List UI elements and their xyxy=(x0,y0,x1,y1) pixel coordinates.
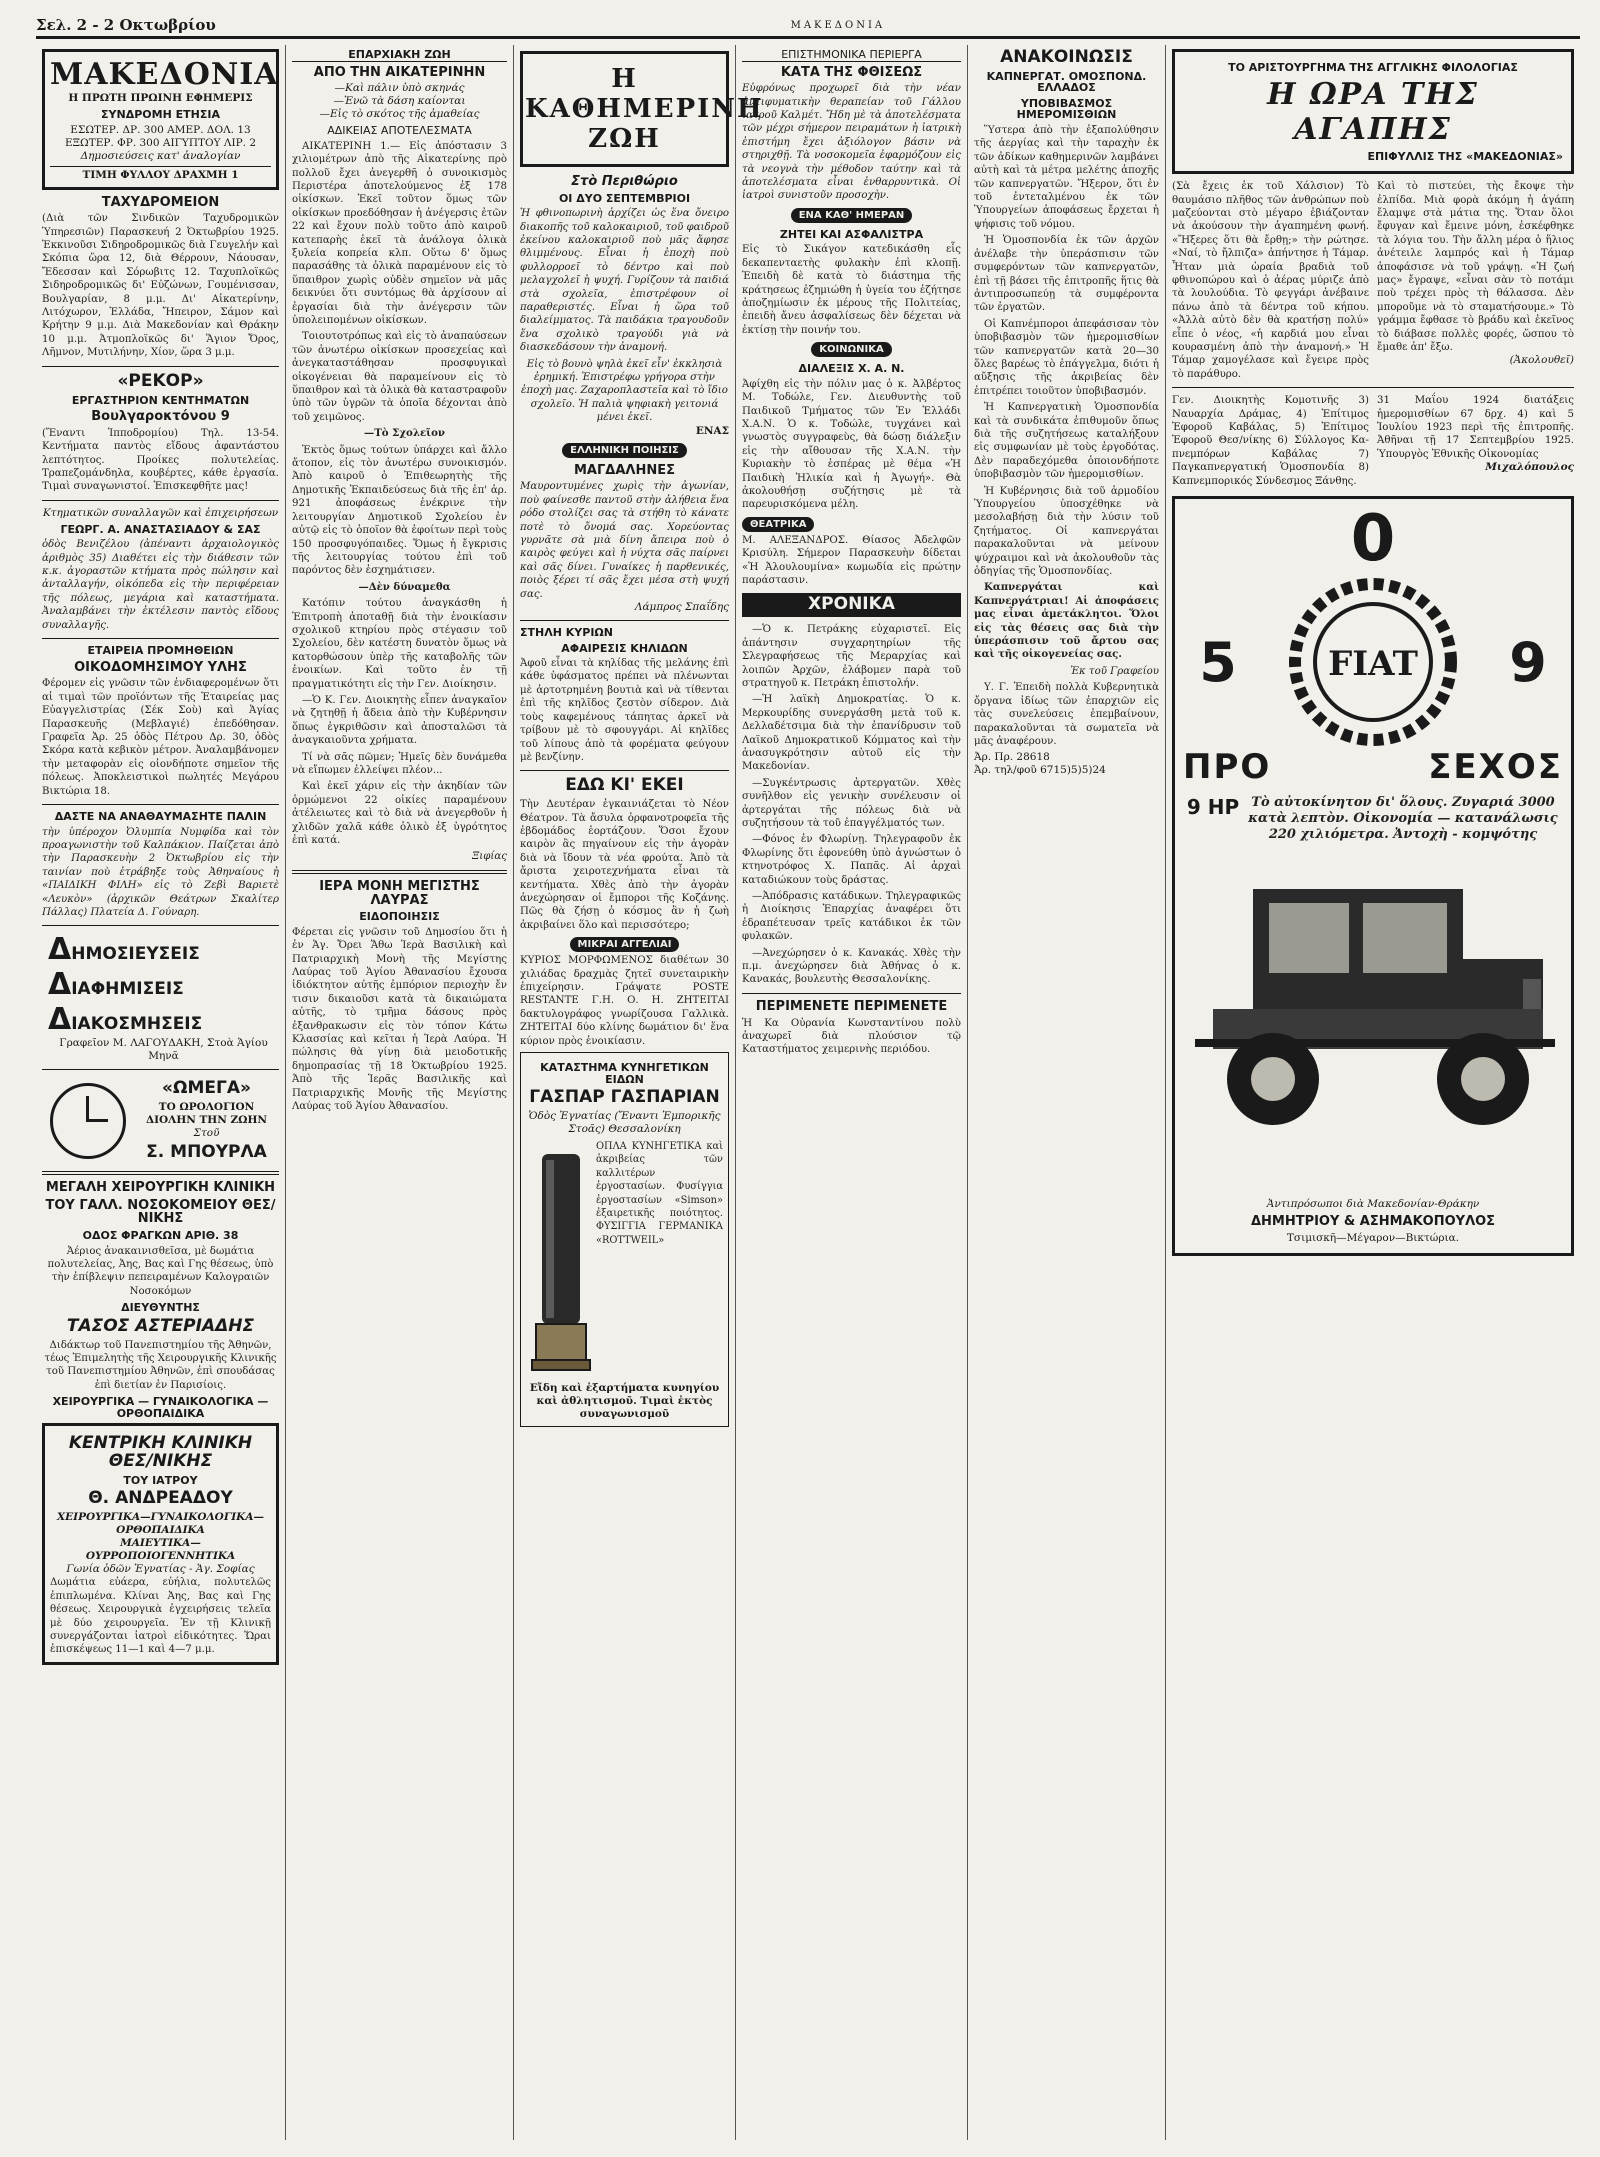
lavra-text: Φέρεται εἰς γνῶσιν τοῦ Δημοσίου ὅτι ἡ ἐν Ἁγ. Ὄρει Ἄθω Ἱερὰ Βασιλικὴ καὶ Πατριαρχικὴ Μονὴ τῆς Μεγίστης Λαύρας τοῦ Ἁγίου Ἀθανασίου ἔχουσα ἰδιόκτητον αὐτῆς ἐμπόριον περιοχὴν ἔν τισιν δικαιοῦσι κατὰ τὰ δικαιώματα αὐτῆς, τὸ τμῆμα δάσους πρὸς ἐξανθρακωσιν εἰς τὸν τόπον Κάτω Κλασσίας καὶ κεῖται ἡ Ἱερὰ Λαύρα. Ἡ πώλησις θὰ γίνῃ διὰ μειοδοτικῆς δημοπρασίας τῇ 18 Ὀκτωβρίου 1925. Ἀπὸ τῆς Ἱερᾶς Βασιλικῆς καὶ Πατριαρχικῆς Μονῆς τῆς Μεγίστης Λαύρας τοῦ Ἁγίου Ἀθανασίου. xyxy=(292,926,507,1112)
anast-text: ὁδὸς Βενιζέλου (ἀπέναντι ἀρχαιολογικὸς ἀριθμὸς 35) Διαθέτει εἰς τὴν διάθεσιν τῶν κ.κ. ἀγοραστῶν κτήματα πρὸς πώλησιν καὶ ἀνταλλαγήν, οἰκόπεδα εἰς τὴν περιφέρειαν τῆς πόλεως, μεγάρια καὶ καταστήματα. Ἀναλαμβάνει τὴν ἐκτέλεσιν παντὸς εἴδους συναλλαγῆς. xyxy=(42,539,279,631)
xronika-list xyxy=(742,623,961,987)
gaspar-name: ΓΑΣΠΑΡ ΓΑΣΠΑΡΙΑΝ xyxy=(529,1087,720,1108)
makedonia-title: ΜΑΚΕΔΟΝΙΑ xyxy=(50,57,279,92)
clinic-director-label: ΔΙΕΥΘΥΝΤΗΣ xyxy=(121,1301,200,1315)
poem-label: ΕΛΛΗΝΙΚΗ ΠΟΙΗΣΙΣ xyxy=(562,443,687,458)
paragraph: Τί νὰ σᾶς πῶμεν; Ἡμεῖς δὲν δυνάμεθα νὰ εἴπωμεν ἐλλείψει πλέον... xyxy=(292,751,507,777)
rekor-title: «ΡΕΚΟΡ» xyxy=(117,370,204,391)
clinic-ad xyxy=(42,1181,279,1419)
car-illustration-icon xyxy=(1183,849,1563,1149)
rekor-subtitle: ΕΡΓΑΣΤΗΡΙΟΝ ΚΕΝΤΗΜΑΤΩΝ xyxy=(71,393,250,407)
omega-ad xyxy=(42,1076,279,1165)
paragraph: Ἐκ τοῦ Γραφείου xyxy=(1070,665,1159,677)
gaspar-address: Ὁδὸς Ἐγνατίας (Ἔναντι Ἐμπορικῆς Στοᾶς) Θεσσαλονίκη xyxy=(528,1110,721,1136)
kentriki-ad xyxy=(42,1423,279,1665)
notice-right: 31 Μαΐου 1924 διατάξεις ἡμερομισθίων 67 δρχ. 4) καὶ 5 Ἰουλίου 1923 περὶ τῆς ἐπιτροπῆς. Ἀθῆναι τῇ 17 Σεπτεμβρίου 1925. Ὑπουργὸς Ἐθνικῆς Οἰκονομίας xyxy=(1377,395,1574,460)
clinic-director: ΤΑΣΟΣ ΑΣΤΕΡΙΑΔΗΣ xyxy=(66,1315,255,1336)
subheading: —Τὸ Σχολεῖον xyxy=(364,427,445,440)
paragraph: Οἱ Καπνέμποροι ἀπεφάσισαν τὸν ὑποβιβασμὸν τῶν ἡμερομισθίων τῶν καπνεργατῶν κατὰ 20—30 ὅλες βαρέως τὸ ἐπάγγελμα, διότι ἡ αὔξησις τῆς ἀκριβείας δὲν ἐπιτρέπει τοιοῦτον ὑποβιβασμόν. xyxy=(974,318,1159,397)
paragraph: Υ. Γ. Ἐπειδὴ πολλὰ Κυβερνητικὰ ὄργανα ἰδίως τῶν ἐπαρχιῶν εἰς τὰς συνελεύσεις ἐπεμβαίνουν, παρακαλοῦνται τὰ σωματεῖα νὰ μᾶς ἀναφέρουν. xyxy=(974,682,1159,747)
koin-title: ΔΙΑΛΕΞΙΣ Χ. Α. Ν. xyxy=(798,362,905,376)
kentriki-text: Δωμάτια εὐάερα, εὐήλια, πολυτελῶς ἐπιπλωμένα. Κλίναι Ἀης, Βας καὶ Γης θέσεως. Χειρουργικὰ ἐγχειρήσεις τελεῖα μὲ δύο χειρουργεῖα. Ἐν τῇ Κλινικῇ συνεργάζονται ἰατροὶ εἰδικότητες. Ὥραι ἐπισκέψεως 11—1 καὶ 4—7 μ.μ. xyxy=(50,1577,271,1656)
anak-ref: Ἀρ. Πρ. 28618 xyxy=(974,751,1050,764)
theatre-title: ΔΑΣΤΕ ΝΑ ΑΝΑΘΑΥΜΑΣΗΤΕ ΠΑΛΙΝ xyxy=(54,809,267,823)
column-3 xyxy=(514,45,764,2140)
clinic-text: Ἀέριος ἀνακαινισθεῖσα, μὲ δωμάτια πολυτελείας, Ἀης, Βας καὶ Γης θέσεως, ὑπὸ τὴν ἐπίβλεψιν πεπειραμένων Καλογραιῶν Νοσοκόμων xyxy=(47,1245,274,1297)
article-sub: —Εἰς τὸ σκότος τῆς ἀμαθείας xyxy=(319,108,480,121)
post-title: ΤΑΧΥΔΡΟΜΕΙΟΝ xyxy=(101,194,220,210)
askalia-label: ΕΝΑ ΚΑΘ' ΗΜΕΡΑΝ xyxy=(791,208,913,223)
fiat-zero: 0 xyxy=(1350,502,1396,577)
eteria-subtitle: ΟΙΚΟΔΟΜΗΣΙΜΟΥ ΥΛΗΣ xyxy=(74,659,247,675)
gaspar-title: ΚΑΤΑΣΤΗΜΑ ΚΥΝΗΓΕΤΙΚΩΝ ΕΙΔΩΝ xyxy=(540,1061,709,1086)
serial-right: Καὶ τὸ πιστεύει, τὴς ἔκοψε τὴν ἐλπίδα. Μιὰ φορὰ ἀκόμη ἡ ἀγάπη ἔλαμψε στὰ μάτια της. Ὅταν ὅλοι ἔφυγαν καὶ ἔμεινε μόνη, ἐσκέφθηκε τὰ λόγια του. Τὴν ἄλλη μέρα ὁ ἥλιος ἀνέτειλε λαμπρός καὶ ἡ Τάμαρ ἀποφάσισε νὰ τοῦ γράψῃ. «Ἡ ζωή μας» ἔγραψε, «εἶναι σὰν τὸ ποτάμι ποὺ τρέχει πρὸς τὴ θάλασσα. Δὲν μποροῦμε νὰ τὸ σταματήσουμε.» Τὸ γράμμα ἔφθασε τὸ βράδυ καὶ ἐκεῖνος τὸ διάβασε πολλὲς φορές, ὥσπου τὸ ἔμαθε ἀπ' ἔξω. xyxy=(1377,181,1574,353)
column-4 xyxy=(736,45,968,2140)
kentriki-subtitle: ΤΟΥ ΙΑΤΡΟΥ xyxy=(123,1473,198,1487)
subheading: —Δὲν δύναμεθα xyxy=(358,580,451,593)
gaspar-ad xyxy=(520,1052,729,1427)
eteria-title: ΕΤΑΙΡΕΙΑ ΠΡΟΜΗΘΕΙΩΝ xyxy=(87,644,234,658)
column-1 xyxy=(36,45,286,2140)
paragraph: Ἡ Ὁμοσπονδία ἐκ τῶν ἀρχῶν ἀνέλαβε τὴν ὑπεράσπισιν τῶν συμφερόντων τῶν καπνεργατῶν, ἐπὶ τῇ βάσει τῆς ἐπιτροπῆς ἥτις θὰ ἀντιπροσωπεύῃ τὰ συμφέροντα τῶν ἐργατῶν. xyxy=(974,235,1159,314)
anak-body xyxy=(974,124,1159,748)
article-sub: —Ἐνῶ τὰ δάση καίονται xyxy=(333,95,466,108)
kyrion-text: Ἀφοῦ εἶναι τὰ κηλίδας τῆς μελάνης ἐπὶ κάθε ὑφάσματος πρέπει νὰ πλένωνται μὲ ἀρτοτρημένη βουτιὰ καὶ νὰ τίθενται ἐπὶ τῆς κηλῖδος ζεστὸν σίδερον. Διὰ τοὺς καφεμένους τάπητας ἀρκεῖ νὰ τρίβουν μὲ τὸ σφουγγάρι. Αἱ κηλῖδες τοῦ λίπους ἀπὸ τὰ φορέματα φεύγουν μὲ βενζίνην. xyxy=(520,658,729,763)
fiat-representatives: Ἀντιπρόσωποι διὰ Μακεδονίαν-Θράκην xyxy=(1266,1198,1480,1211)
list-item: —Ὁ κ. Πετράκης εὐχαριστεῖ. Εἰς ἀπάντησιν συγχαρητηρίων τῆς Σλεγραφήσεως τῆς Μεραρχίας καὶ λοιπῶν Ἀρχῶν, ἐλάβομεν παρὰ τοῦ στρατηγοῦ κ. Πετράκη ἐπιστολήν. xyxy=(742,624,961,689)
serial-subtitle: ΕΠΙΦΥΛΛΙΣ ΤΗΣ «ΜΑΚΕΔΟΝΙΑΣ» xyxy=(1367,149,1563,163)
poem-text: Μαυροντυμένες χωρὶς τὴν ἀγωνίαν, ποὺ φαίνεσθε παντοῦ στὴν ἀλήθεια ἕνα ρόδο στολίζει σας τὰ στήθη τὸ κάνατε ποτὲ τὸ ὄνομά σας. Χορεύοντας γυρνᾶτε σὰ μιὰ δίνη ἄπειρα ποὺ ὁ καιρὸς φεύγει καὶ ἡ νύχτα σᾶς παίρνει καὶ σᾶς δίνει. Γυναίκες ἡ παρθενικές, ποιὸς ξέρει τί σᾶς ἔχει μέσα στὴ ψυχή σας. xyxy=(520,481,729,600)
theat-text: Μ. ΑΛΕΞΑΝΔΡΟΣ. Θίασος Ἀδελφῶν Κρισύλη. Σήμερον Παρασκευὴν δίδεται «Ἡ Ἀλουλουμίνα» κωμωδία εἰς πρώτην παράστασιν. xyxy=(742,534,961,587)
edo-text: Τὴν Δευτέραν ἐγκαινιάζεται τὸ Νέον Θέατρον. Τὰ ἄσυλα ὀρφανοτροφεῖα τῆς ἐβδομάδος ἑορτάζουν. Ὅσοι ἔχουν καιρὸν ἂς πηγαίνουν εἰς τὴν ἀγορὰν διὰ νὰ ἴδουν τὰ νέα φρούτα. Ἀπὸ τὰ ἄριστα χειροτεχνήματα εἶναι τὰ κεντήματα. Χθὲς ἀπὸ τὴν ἀγορὰν ἀνεχώρησαν οἱ ἔμποροι τῆς Κοζάνης. Πῶς θὰ ζήσῃ ὁ κόσμος ἂν ἡ ζωὴ ἀκριβαίνει ὅλο καὶ περισσότερο; xyxy=(520,799,729,931)
omega-name: Σ. ΜΠΟΥΡΛΑ xyxy=(146,1142,267,1163)
makedonia-line: Δημοσιεύσεις κατ' ἀναλογίαν xyxy=(80,149,241,162)
poem-title: ΜΑΓΔΑΛΗΝΕΣ xyxy=(574,462,675,478)
makedonia-price: ΤΙΜΗ ΦΥΛΛΟΥ ΔΡΑΧΜΗ 1 xyxy=(50,166,271,182)
kentriki-title: ΚΕΝΤΡΙΚΗ ΚΛΙΝΙΚΗ ΘΕΣ/ΝΙΚΗΣ xyxy=(68,1433,253,1472)
fiat-address: Τσιμισκῆ—Μέγαρον—Βικτώρια. xyxy=(1286,1232,1460,1245)
anast-name: ΓΕΩΡΓ. Α. ΑΝΑΣΤΑΣΙΑΔΟΥ & ΣΑΣ xyxy=(60,522,261,536)
fiat-wreath-icon xyxy=(1288,577,1458,747)
dimos-line: ΔΗΜΟΣΙΕΥΣΕΙΣ xyxy=(48,932,200,968)
paragraph: Καπνεργάται καὶ Καπνεργάτριαι! Αἱ ἀποφάσεις μας εἶναι ἀμετάκλητοι. Ὅλοι εἰς τὰς θέσεις σας διὰ τὴν ὑπεράσπισιν τοῦ ἄρτου σας καὶ τῆς οἰκογενείας σας. xyxy=(974,581,1159,661)
perith-poem: Εἰς τὸ βουνὸ ψηλὰ ἐκεῖ εἶν' ἐκκλησιὰ ἐρημική. Ἐπιστρέφω γρήγορα στὴν ἐποχὴ μας. Ζαχαροπλαστεῖα καὶ τὸ ἴδιο σχολεῖο. Ἡ παλιὰ ψηφιακὴ γειτονιά μένει ἐκεῖ. xyxy=(521,358,728,424)
dimos-ad xyxy=(42,932,279,1063)
clinic-subtitle: ΤΟΥ ΓΑΛΛ. ΝΟΣΟΚΟΜΕΙΟΥ ΘΕΣ/ΝΙΚΗΣ xyxy=(45,1197,276,1227)
paragraph: Κατόπιν τούτου ἀναγκάσθη ἡ Ἐπιτροπὴ ἀποταθῇ διὰ τὴν ἐνοικίασιν σχολικοῦ κτηρίου πρὸς στέγασιν τοῦ Σχολείου, δὲν κατέστη δυνατὸν ὅμως νὰ κατορθώσουν ὑπὲρ τῆς καταβολῆς τῶν ἐνοικίων. Καὶ τοῦτο ἐν τῇ πραγματικότητι εἰς τὴν Γεν. Διοίκησιν. xyxy=(292,598,507,690)
column-5 xyxy=(968,45,1166,2140)
rekor-text: (Ἔναντι Ἱπποδρομίου) Τηλ. 13-54. Κεντήματα παντὸς εἴδους ἀφαντάστου λεπτότητος. Προίκες πολυτελείας. Τραπεζομάνδηλα, κουβέρτες, κάθε ἐργασία. Τιμαὶ συναγωνιστοί. Ἐπισκεφθῆτε μας! xyxy=(42,427,279,493)
kathimerini-masthead: Η ΚΑΘΗΜΕΡΙΝΗ ΖΩΗ xyxy=(520,51,729,167)
paragraph: Τοιουτοτρόπως καὶ εἰς τὸ ἀναπαύσεων τῶν ἀνωτέρω οἰκίσκων προσεχείας καὶ ἀνεγκαταστάθησαν προσφυγικαὶ οἰκογένειαι θὰ παραμείνουν εἰς τὸ ὕπαιθρον καὶ τὰ ὀλικὰ θὰ καταστραφοῦν ὑπὸ τῶν ὑγρῶν τὰ ὁποῖα δέχονται ἀπὸ τοῦ χειμῶνος. xyxy=(292,331,507,423)
omega-title: «ΩΜΕΓΑ» xyxy=(162,1078,251,1099)
koin-text: Ἀφίχθη εἰς τὴν πόλιν μας ὁ κ. Ἀλβέρτος Μ. Τοδώλε, Γεν. Διευθυντὴς τοῦ Παιδικοῦ Τμήματος τῶν Ἐν Ἑλλάδι Χ.Α.Ν. Ὁ κ. Τοδώλε, τυγχάνει καὶ γνωστὸς συγγραφεὺς, θὰ δώσῃ διάλεξιν εἰς τὴν αἴθουσαν τῆς Χ.Α.Ν. τὴν Κυριακὴν τὸ ἑσπέρας μὲ θέμα «Ἡ Παιδικὴ Ἡλικία καὶ ἡ Ἀγωγή». Θὰ ἀκολουθήσῃ συζήτησις μὲ τὰ παρευρισκόμενα μέλη. xyxy=(742,378,961,511)
paragraph: Ὕστερα ἀπὸ τὴν ἐξαπολύθησιν τῆς ἀεργίας καὶ τὴν ταραχὴν ἐκ τῶν ἀδίκων καθημερινῶν λαμβάνει αὐτὴ καὶ τὰ μέτρα μελέτης ἀποχῆς τῶν καπνεργατῶν. Ἤξερον, ὅτι ἐν τοῦ ἐντεταλμένου ἐκ τῶν Ὑπουργείων ἀποφάσεως ἔρχεται ἡ ψήφισις τοῦ νόμου. xyxy=(974,125,1159,230)
makedonia-box xyxy=(42,49,279,190)
xronika-title: ΧΡΟΝΙΚΑ xyxy=(742,593,961,617)
article-sub: —Καὶ πάλιν ὑπὸ σκηνάς xyxy=(334,82,465,95)
anak-subtitle2: ΥΠΟΒΙΒΑΣΜΟΣ ΗΜΕΡΟΜΙΣΘΙΩΝ xyxy=(1016,96,1117,122)
perith-signature: ΕΝΑΣ xyxy=(695,424,729,437)
perimenete-title: ΠΕΡΙΜΕΝΕΤΕ ΠΕΡΙΜΕΝΕΤΕ xyxy=(755,998,948,1014)
dimos-address: Γραφεῖον Μ. ΛΑΓΟΥΔΑΚΗ, Στοὰ Ἁγίου Μηνᾶ xyxy=(59,1037,268,1063)
cartridge-icon xyxy=(526,1146,596,1376)
paragraph: ΑΙΚΑΤΕΡΙΝΗ 1.— Εἰς ἀπόστασιν 3 χιλιομέτρων ἀπὸ τῆς Αἰκατερίνης πρὸ πολλοῦ ἔχει ἀνεγερθῆ ὁ συνοικισμὸς Περιστέρα ἀποτελούμενος ἐξ 178 οἰκίσκων. Ἐκεῖ τοῦτον ὅμως τῶν οἰκίσκων προεδόθησαν ἡ ἀνέγερσις ἐτῶν 22 καὶ ἔχουν πολὺ τοῦτο ἀπὸ καιροῦ κατεπαρὴς ἐκεῖ τὰ ἀνάλογα ὀλικὰ ξυλεία κοπρεία κλπ. Οὕτω δ' ὅμως παρασάθης τὰ ὀλικὰ παραμένουν εἰς τὸ ὕπαιθρον χωρὶς οὐδὲν σημεῖον νὰ μᾶς δεικνύει ὅτι συντόμως θὰ ἀρχίσουν αἱ ἐργασίαι διὰ τὴν ἀνέγερσιν τῶν ὑπολειπομένων οἰκίσκων. xyxy=(292,140,507,327)
list-item: —Ἀνεχώρησεν ὁ κ. Κανακάς. Χθὲς τὴν π.μ. ἀνεχώρησεν διὰ Ἀθήνας ὁ κ. Κανακάς, βουλευτὴς Θεσσαλονίκης. xyxy=(742,947,961,986)
lavra-title: ΙΕΡΑ ΜΟΝΗ ΜΕΓΙΣΤΗΣ ΛΑΥΡΑΣ xyxy=(319,878,480,908)
theatre-text: τὴν ὑπέροχον Ὀλυμπία Νυμφίδα καὶ τὸν προαγωνιστὴν τοῦ Καλπάκιον. Παίζεται ἀπὸ τὴν Παρασκευὴν 2 Ὀκτωβρίου εἰς τὴν ταινίαν ποὺ ἐτράβηξε τοὺς Ἀθηναίους ἡ «ΠΑΙΔΙΚΗ ΦΙΛΗ» εἰς τὸ Ζεβὶ Βαριετὲ «Λευκὸν» (ἀρχικῶν Θεάτρων Σκαλίτερ Πάλλας) Πλατεία Δ. Γούναρη. xyxy=(42,826,279,918)
askalia-text: Εἰς τὸ Σικάγον κατεδικάσθη εἷς δεκαπενταετὴς φυλακὴν ἐπὶ κλοπῇ. Ἐπειδὴ δὲ κατὰ τὸ διάστημα τῆς κράτησεως ἐζημιώθη ἡ ὑγεία του ἐζήτησε ἀποζημίωσιν ἐκ μέρους τῆς Πολιτείας, ἐπειδὴ ἄνευ ἀσφαλίσεως δὲν δέχεται νὰ ἐκτίσῃ τὴν ποινήν του. xyxy=(742,244,961,336)
edo-title: ΕΔΩ ΚΙ' ΕΚΕΙ xyxy=(565,775,684,796)
kentriki-line: Γωνία ὁδῶν Ἐγνατίας - Ἁγ. Σοφίας xyxy=(66,1563,255,1576)
perith-text: Ἡ φθινοπωρινὴ ἀρχίζει ὡς ἕνα ὄνειρο διακοπῆς τοῦ καλοκαιριοῦ, τοῦ φαιδροῦ ἐκείνου καλοκαιριοῦ ποὺ μᾶς ἄφησε θλιμμένους. Εἶναι ἡ ἐποχὴ ποὺ φυλλορροεῖ τὸ δέντρο καὶ ποὺ μελαγχολεῖ ἡ ψυχή. Γυρίζουν τὰ παιδιά στὰ σχολεῖα, ἐπιστρέφουν οἱ παραθεριστές. Εἶναι ἡ ὥρα τοῦ διαλείμματος. Τὰ παιδάκια τραγουδοῦν ἕνα σχολικὸ τραγούδι γιὰ νὰ διασκεδάσουν τὴν ἀναμονή. xyxy=(520,208,729,354)
makedonia-line: ΕΣΩΤΕΡ. ΔΡ. 300 ΑΜΕΡ. ΔΟΛ. 13 xyxy=(70,123,251,136)
page-date: Σελ. 2 - 2 Οκτωβρίου xyxy=(36,16,216,34)
gaspar-bottom: Εἴδη καὶ ἐξαρτήματα κυνηγίου καὶ ἀθλητισμοῦ. Τιμαὶ ἐκτὸς συναγωνισμοῦ xyxy=(529,1382,720,1421)
signature: Ξιφίας xyxy=(472,851,507,863)
fiat-ad xyxy=(1172,496,1574,1256)
science-label: ΕΠΙΣΤΗΜΟΝΙΚΑ ΠΕΡΙΕΡΓΑ xyxy=(742,49,961,62)
column-2 xyxy=(286,45,514,2140)
perith-title: Στὸ Περιθώριο xyxy=(571,174,678,189)
kentriki-line: ΜΑΙΕΥΤΙΚΑ—ΟΥΡΡΟΠΟΙΟΓΕΝΝΗΤΙΚΑ xyxy=(85,1537,236,1563)
fiat-word-left: ΠΡΟ xyxy=(1183,747,1272,788)
kyrion-title: ΑΦΑΙΡΕΣΙΣ ΚΗΛΙΔΩΝ xyxy=(561,641,688,655)
science-text: Εὐφρόνως προχωρεῖ διὰ τὴν νέαν ἀντιφυματικὴν θεραπείαν τοῦ Γάλλου ἰατροῦ Καλμέτ. Ἤδη μὲ τὰ ἀποτελέσματα τῶν μέχρι σήμερον πειραμάτων ἡ ἰατρικὴ ἐπιστήμη ἔχει ἀξιόλογον βάσιν νὰ στηριχθῇ. Τὰ νοσοκομεῖα ἐφαρμόζουν εἰς τὰ νεογνὰ τὴν μέθοδον ταύτην καὶ τὰ ἀποτελέσματα εἶναι ἐνθαρρυντικὰ. Οἱ ἰατροὶ συνιστοῦν προσοχὴν. xyxy=(742,83,961,202)
fiat-logo-text: FIAT xyxy=(1328,644,1418,685)
dimos-line: ΔΙΑΚΟΣΜΗΣΕΙΣ xyxy=(48,1002,203,1038)
perith-subtitle: ΟΙ ΔΥΟ ΣΕΠΤΕΜΒΡΙΟΙ xyxy=(558,191,691,205)
lavra-subtitle: ΕΙΔΟΠΟΙΗΣΙΣ xyxy=(359,910,440,924)
section-label: ΕΠΑΡΧΙΑΚΗ ΖΩΗ xyxy=(292,49,507,62)
science-title: ΚΑΤΑ ΤΗΣ ΦΘΙΣΕΩΣ xyxy=(780,64,923,80)
makedonia-subtitle: Η ΠΡΩΤΗ ΠΡΩΙΝΗ ΕΦΗΜΕΡΙΣ xyxy=(68,92,253,104)
gaspar-right-text: ΟΠΛΑ ΚΥΝΗΓΕΤΙΚΑ καὶ ἀκριβείας τῶν καλλιτέρων ἐργοστασίων. Φυσίγγια ἐργοστασίων «Simson» ἐξαιρετικῆς ποιότητος. ΦΥΣΙΓΓΙΑ ΓΕΡΜΑΝΙΚΑ «ROTTWEIL» xyxy=(596,1141,723,1246)
serial-box xyxy=(1172,49,1574,174)
paragraph: Ἡ Κυβέρνησις διὰ τοῦ ἁρμοδίου Ὑπουργείου ὑποσχέθηκε νὰ μεσολαβήσῃ διὰ τὴν λύσιν τοῦ ζητήματος. Οἱ καπνεργάται παρακαλοῦνται νὰ μείνουν ψύχραιμοι καὶ νὰ ἀκολουθοῦν τὰς ὁδηγίας τῆς Ὁμοσπονδίας. xyxy=(974,485,1159,578)
makedonia-line: ΕΞΩΤΕΡ. ΦΡ. 300 ΑΙΓΥΠΤΟΥ ΛΙΡ. 2 xyxy=(64,136,257,149)
fiat-number-left: 5 xyxy=(1199,630,1237,694)
serial-title: Η ΩΡΑ ΤΗΣ ΑΓΑΠΗΣ xyxy=(1267,76,1479,147)
paragraph: Καὶ ἐκεῖ χάριν εἰς τὴν ἀκηδίαν τῶν ὁρμώμενοι 22 οἰκίες παραμένουν ἀτέλειωτες καὶ τὸ διὰ νὰ ἀνεγερθοῦν ἡ χλιδῶν χαλᾶ κάθε ὀλικὸ ἐξ ὑγρότητος ἐπὶ κατά. xyxy=(292,781,507,847)
serial-continue: (Ἀκολουθεῖ) xyxy=(1509,354,1574,367)
fiat-description: Τὸ αὐτοκίνητον δι' ὅλους. Ζυγαριά 3000 κατὰ λεπτὸν. Οἰκονομία — κατανάλωσις 220 χιλιόμετρα. Ἀντοχὴ - κομψότης xyxy=(1248,795,1558,843)
anast-title: Κτηματικῶν συναλλαγῶν καὶ ἐπιχειρήσεων xyxy=(42,506,279,519)
theat-label: ΘΕΑΤΡΙΚΑ xyxy=(742,517,814,532)
fiat-hp: 9 HP xyxy=(1186,795,1240,820)
notice-signature: Μιχαλόπουλος xyxy=(1485,461,1574,474)
anak-title: ΑΝΑΚΟΙΝΩΣΙΣ xyxy=(1000,47,1133,67)
clinic-specialties: ΧΕΙΡΟΥΡΓΙΚΑ — ΓΥΝΑΙΚΟΛΟΓΙΚΑ — ΟΡΘΟΠΑΙΔΙΚΑ xyxy=(52,1395,269,1420)
paragraph: Ἐκτὸς ὅμως τούτων ὑπάρχει καὶ ἄλλο ἄτοπον, εἰς τὸν ἀνωτέρω συνοικισμόν. Ἀπὸ καιροῦ ὁ Ἐπιθεωρητὴς τῆς Δημοτικῆς Ἐκπαιδεύσεως διὰ τῆς ἐπ' ἀρ. 921 ἀποφάσεως ἐνέκρινε τὴν λειτουργίαν Δημοτικοῦ Σχολείου ἐν αὐτῷ εἰς τὸ ὁποῖον θὰ ἐφοίτων περὶ τοὺς 150 προσφυγόπαιδες. Ὅμως ἡ ἔγκρισις τῆς λειτουργίας τούτου ἐπὶ τοῦ παρόντος δὲν ἐσχημάτισεν. xyxy=(292,444,507,577)
omega-where: Στοῦ xyxy=(193,1127,220,1140)
askalia-title: ΖΗΤΕΙ ΚΑΙ ΑΣΦΑΛΙΣΤΡΑ xyxy=(779,227,924,241)
serial-label: ΤΟ ΑΡΙΣΤΟΥΡΓΗΜΑ ΤΗΣ ΑΓΓΛΙΚΗΣ ΦΙΛΟΛΟΓΙΑΣ xyxy=(1228,61,1518,74)
clock-icon xyxy=(50,1083,126,1159)
fiat-names: ΔΗΜΗΤΡΙΟΥ & ΑΣΗΜΑΚΟΠΟΥΛΟΣ xyxy=(1250,1214,1496,1230)
header-mark: ΜΑΚΕΔΟΝΙΑ xyxy=(790,19,886,31)
mikres-label: ΜΙΚΡΑΙ ΑΓΓΕΛΙΑΙ xyxy=(570,937,680,952)
list-item: —Ἀπόδρασις κατάδικων. Τηλεγραφικῶς ἡ Διοίκησις Ἐπαρχίας ἀναφέρει ὅτι ἐδραπέτευσαν τρεῖς κατάδικοι ἐκ τῶν φυλακῶν. xyxy=(742,891,961,943)
omega-subtitle: ΤΟ ΩΡΟΛΟΓΙΟΝ ΔΙΟΛΗΝ ΤΗΝ ΖΩΗΝ xyxy=(145,1101,268,1127)
eteria-text: Φέρομεν εἰς γνῶσιν τῶν ἐνδιαφερομένων ὅτι αἱ τιμαὶ τῶν προϊόντων τῆς Ἑταιρείας μας Εὐαγγελιστρίας (Σέκ Σοὺ) καὶ Ἁγίας Παρασκευῆς (Μεβλαγιέ) ἐπεδόθησαν. Γραφεῖα Ἀρ. 25 ὁδὸς Πέτρου Δρ. 30, ὁδὸς Σκόρα κατὰ κεβικὸν μέτρον. Ἀναλαμβάνομεν τὴν μεταφορὰν εἰς οἱονδήποτε σημεῖον τῆς πόλεως. Ἀποκλειστικοὶ πωλητές Μεγάρου Βικτώρια 18. xyxy=(42,678,279,797)
poem-signature: Λάμπρος Σπαΐδης xyxy=(634,600,729,613)
paragraph: —Ὁ Κ. Γεν. Διοικητὴς εἶπεν ἀναγκαῖον νὰ ζητηθῇ ἡ ἄδεια ἀπὸ τὴν Κυβέρνησιν ὅπως ἐγκριθῶσιν καὶ ἀποσταλῶσι τὰ ἀναγκαιοῦντα χρήματα. xyxy=(292,694,507,747)
anak-subtitle: ΚΑΠΝΕΡΓΑΤ. ΟΜΟΣΠΟΝΔ. ΕΛΛΑΔΟΣ xyxy=(986,69,1147,95)
clinic-title: ΜΕΓΑΛΗ ΧΕΙΡΟΥΡΓΙΚΗ ΚΛΙΝΙΚΗ xyxy=(45,1180,276,1196)
mikres-text: ΚΥΡΙΟΣ ΜΟΡΦΩΜΕΝΟΣ διαθέτων 30 χιλιάδας δραχμὰς ζητεῖ συνεταιρικὴν ἐπιχείρησιν. Γράψατε POSTE RESTANTE Γ.Η. Ο. Η. ΖΗΤΕΙΤΑΙ δακτυλογράφος γνωρίζουσα Γαλλικὰ. ΖΗΤΕΙΤΑΙ δύο κλίνης δωμάτιον δι' ἕνα κύριον πρὸς ἐνοικίασιν. xyxy=(520,955,729,1047)
perimenete-text: Ἡ Κα Οὐρανία Κωνσταντίνου πολὺ ἀναχωρεῖ διὰ πλούσιον τῷ Καταστήματος χειμερινὴς περιόδου. xyxy=(742,1017,961,1056)
makedonia-sub2: ΣΥΝΔΡΟΜΗ ΕΤΗΣΙΑ xyxy=(101,108,220,121)
clinic-address: ΟΔΟΣ ΦΡΑΓΚΩΝ ΑΡΙΘ. 38 xyxy=(82,1228,239,1242)
post-text: (Διὰ τῶν Σινδικῶν Ταχυδρομικῶν Ὑπηρεσιῶν) Παρασκευή 2 Ὀκτωβρίου 1925. Ἐκκινοῦσι Σιδηροδρομικῶς διὰ Γευγελήν καὶ Σκόπια ὥρα 12, διὰ Θέρρουν, Νάουσαν, Ἔδεσσαν καὶ Σόρωβιτς 12. Ταχυπλοϊκῶς Σιδηροδρομικῶς δι' Εὐζώνων, Γουμένισσαν, Βουλγαρίαν, 8 μ.μ. Δι' Αἰκατερίνην, Λιτόχωρον, Ἑλλάδα, Ἤπειρον, Σάμον καὶ Κρήτην 9 μ.μ. Διὰ Μακεδονίαν καὶ Θράκην 10 μ.μ. Ἀτμοπλοϊκῶς δι' Ἅγιον Ὄρος, Λῆμνον, Μυτιλήνην, Χίον, ὥρα 3 μ.μ. xyxy=(42,213,279,359)
article-body xyxy=(292,140,507,864)
koin-label: ΚΟΙΝΩΝΙΚΑ xyxy=(811,342,891,357)
fiat-word-right: ΣΕΧΟΣ xyxy=(1428,747,1563,788)
article-title: ΑΠΟ ΤΗΝ ΑΙΚΑΤΕΡΙΝΗΝ xyxy=(313,64,486,80)
article-label: ΑΔΙΚΕΙΑΣ ΑΠΟΤΕΛΕΣΜΑΤΑ xyxy=(327,124,472,138)
anak-ref2: Ἀρ. τηλ/φοῦ 6715)5)5)24 xyxy=(974,764,1106,777)
dimos-line: ΔΙΑΦΗΜΙΣΕΙΣ xyxy=(48,967,184,1003)
kentriki-line: ΧΕΙΡΟΥΡΓΙΚΑ—ΓΥΝΑΙΚΟΛΟΓΙΚΑ—ΟΡΘΟΠΑΙΔΙΚΑ xyxy=(57,1511,264,1537)
list-item: —Φόνος ἐν Φλωρίνῃ. Τηλεγραφοῦν ἐκ Φλωρίνης ὅτι ἐφονεύθη ὑπὸ ἀγνώστων ὁ κτηνοτρόφος Χ. Παπᾶς. Αἱ ἀρχαὶ καταδιώκουν τοὺς δράστας. xyxy=(742,834,961,886)
notice-left: Γεν. Διοικητὴς Κομοτινῆς 3) Ναυαρχία Δράμας, 4) Ἐπίτιμος Ἐφοροῦ Καβάλας, 5) Ἐπίτιμος Ἐφοροῦ Θεσ/νίκης 6) Σύλλογος Καπνεμπόρων Καβάλας 7) Παγκαπνεργατική Ὁμοσπονδία 8) Καπνεμπορικός Σύνδεσμος Ξάνθης. xyxy=(1172,395,1369,487)
list-item: —Συγκέντρωσις ἀρτεργατῶν. Χθὲς συνῆλθον εἰς γενικὴν συνέλευσιν οἱ ἀρτεργάται τῆς πόλεως διὰ νὰ συζητήσουν τὰ τοῦ ἐπαγγέλματός των. xyxy=(742,777,961,829)
list-item: —Ἡ λαϊκὴ Δημοκρατίας. Ὁ κ. Μερκουρίδης συνεργάσθη μετὰ τοῦ κ. Δελλαδέτσιμα διὰ τὴν ἐπανίδρυσιν τοῦ Λαϊκοῦ Δημοκρατικοῦ Κόμματος καὶ τὴν ἀνασυγκρότησιν αὐτοῦ εἰς τὴν Μακεδονίαν. xyxy=(742,694,961,773)
fiat-number-right: 9 xyxy=(1509,630,1547,694)
serial-left: (Σὰ ἔχεις ἐκ τοῦ Χάλσιον) Τὸ θαυμάσιο πλῆθος τῶν ἀνθρώπων ποὺ μαζεύονται στὸ μέγαρο ἐβιάζονταν νὰ ἀκούσουν τὴν ἀγαπημένη φωνή. «Ἤξερες ὅτι θὰ ἔρθῃ;» τὴν ρώτησε. «Ναί, τὸ ἤλπιζα» ἀπήντησε ἡ Τάμαρ. Ἦταν μιὰ ὡραία βραδιὰ τοῦ φθινοπώρου καὶ ὁ ἀέρας μύριζε ἀπὸ τὰ λουλούδια. Τὸ φεγγάρι ἀνέβαινε πάνω ἀπὸ τὰ δέντρα τοῦ κήπου. «Ἀλλὰ αὐτὸ δὲν θὰ κρατήσῃ πολύ» εἶπε ὁ νέος, «ἡ καρδιά μου εἶναι κουρασμένη ἀπὸ τὴν ἀναμονή.» Ἡ Τάμαρ χαμογέλασε καὶ ἔγειρε πρὸς τὸ παράθυρο. xyxy=(1172,181,1369,380)
rekor-address: Βουλγαροκτόνου 9 xyxy=(91,409,230,425)
clinic-director-text: Διδάκτωρ τοῦ Πανεπιστημίου τῆς Ἀθηνῶν, τέως Ἐπιμελητὴς τῆς Χειρουργικῆς Κλινικῆς τοῦ Πανεπιστημίου Ἀθηνῶν, ἐπὶ σπουδάσας ἐπὶ διετίαν ἐν Παρισίοις. xyxy=(44,1339,277,1391)
kyrion-label: ΣΤΗΛΗ ΚΥΡΙΩΝ xyxy=(520,625,613,639)
kentriki-name: Θ. ΑΝΔΡΕΑΔΟΥ xyxy=(88,1488,233,1509)
paragraph: Ἡ Καπνεργατικὴ Ὁμοσπονδία καὶ τὰ συνδικάτα ἐπιθυμοῦν ὅπως διὰ τῆς συζητήσεως καταλήξουν εἰς συμφωνίαν μὲ τοὺς ἐργοδότας. Δὲν παραδεχόμεθα ὁποιονδήποτε ὑποβιβασμὸν τῶν ἡμερομισθίων. xyxy=(974,402,1159,481)
page-header xyxy=(36,14,1580,39)
column-6 xyxy=(1166,45,1580,2140)
